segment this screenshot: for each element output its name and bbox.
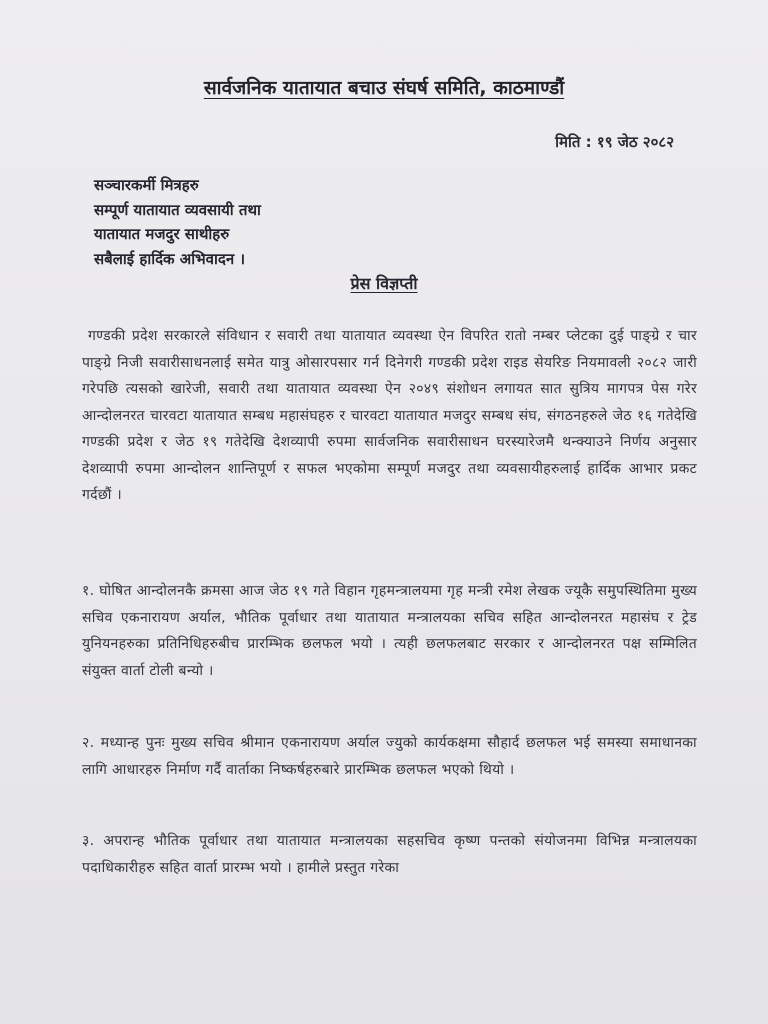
recipients-block — [94, 173, 261, 271]
greeting-line: सबैलाई हार्दिक अभिवादन । — [94, 249, 246, 268]
recipient-line: सम्पूर्ण यातायात व्यवसायी तथा — [94, 200, 261, 219]
recipient-line: सञ्चारकर्मी मित्रहरु — [94, 176, 199, 194]
press-release-heading: प्रेस विज्ञप्ती — [350, 274, 418, 293]
recipient-line: यातायात मजदुर साथीहरु — [94, 225, 230, 243]
point-3-paragraph: ३. अपरान्ह भौतिक पूर्वाधार तथा यातायात मन्त्रालयका सहसचिव कृष्ण पन्तको संयोजनमा विभिन्न मन्त्रालयका पदाधिकारीहरु सहित वार्ता प्रारम्भ भयो । हामीले प्रस्तुत गरेका — [82, 833, 697, 876]
organization-title: सार्वजनिक यातायात बचाउ संघर्ष समिति, काठमाण्डौं — [203, 77, 565, 99]
point-2-paragraph: २. मध्यान्ह पुनः मुख्य सचिव श्रीमान एकनारायण अर्याल ज्युको कार्यकक्षमा सौहार्द छलफल भई समस्या समाधानका लागि आधारहरु निर्माण गर्दै वार्ताका निष्कर्षहरुबारे प्रारम्भिक छलफल भएको थियो । — [82, 735, 697, 778]
letter-date: मिति : १९ जेठ २०८२ — [555, 133, 674, 151]
intro-paragraph: गण्डकी प्रदेश सरकारले संविधान र सवारी तथा यातायात व्यवस्था ऐन विपरित रातो नम्बर प्लेटका दुई पाङ्ग्रे र चार पाङ्ग्रे निजी सवारीसाधनलाई समेत यात्रु ओसारपसार गर्न दिनेगरी गण्डकी प्रदेश राइड सेयरिङ नियमावली २०८२ जारी गरेपछि त्यसको खारेजी, सवारी तथा यातायात व्यवस्था ऐन २०४९ संशोधन लगायत सात सुत्रिय मागपत्र पेस गरेर आन्दोलनरत चारवटा यातायात सम्बध महासंघहरु र चारवटा यातायात मजदुर सम्बध संघ, संगठनहरुले जेठ १६ गतेदेखि गण्डकी प्रदेश र जेठ १९ गतेदेखि देशव्यापी रुपमा सार्वजनिक सवारीसाधन घरस्यारेजमै थन्क्याउने निर्णय अनुसार देशव्यापी रुपमा आन्दोलन शान्तिपूर्ण र सफल भएकोमा सम्पूर्ण मजदुर तथा व्यवसायीहरुलाई हार्दिक आभार प्रकट गर्दछौं । — [82, 328, 697, 503]
point-1-paragraph: १. घोषित आन्दोलनकै क्रमसा आज जेठ १९ गते विहान गृहमन्त्रालयमा गृह मन्त्री रमेश लेखक ज्यूकै समुपस्थितिमा मुख्य सचिव एकनारायण अर्याल, भौतिक पूर्वाधार तथा यातायात मन्त्रालयका सचिव सहित आन्दोलनरत महासंघ र ट्रेड युनियनहरुका प्रतिनिधिहरुबीच प्रारम्भिक छलफल भयो । त्यही छलफलबाट सरकार र आन्दोलनरत पक्ष सम्मिलित संयुक्त वार्ता टोली बन्यो । — [82, 583, 697, 679]
